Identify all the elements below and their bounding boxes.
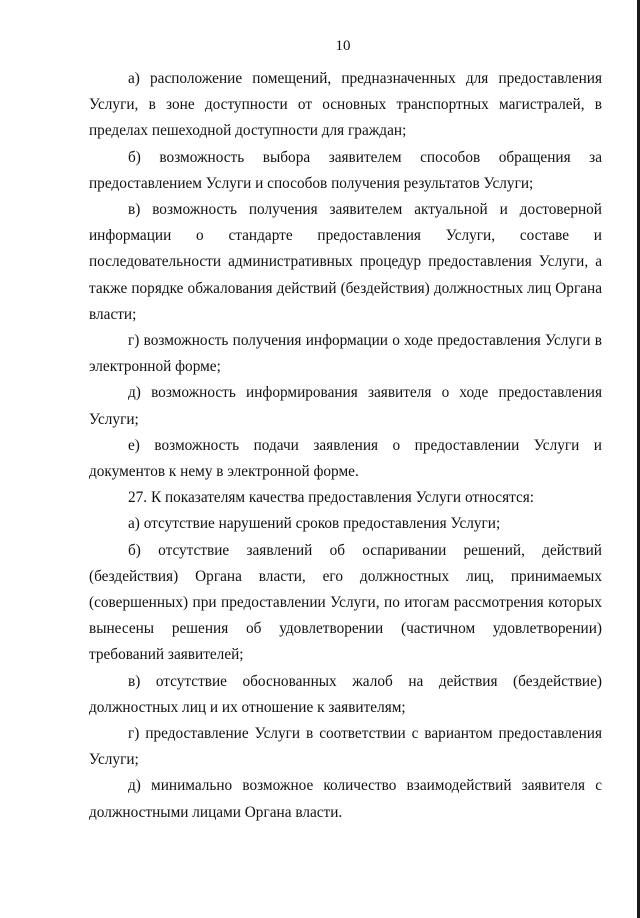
paragraph-b-no-disputes: б) отсутствие заявлений об оспаривании решений, действий (бездействия) Органа власти, его должностных лиц, принимаемых (совершенных) при предоставлении Услуги, по итогам рассмотрения которых вынесены решения об удовлетворении (частичном удовлетворении) требований заявителей; xyxy=(89,541,602,664)
page-number: 10 xyxy=(335,38,351,54)
paragraph-g-service-variant: г) предоставление Услуги в соответствии с вариантом предоставления Услуги; xyxy=(89,725,602,769)
paragraph-d-minimal-interactions: д) минимально возможное количество взаимодействий заявителя с должностными лицами Органа власти. xyxy=(89,777,602,821)
paragraph-e-electronic-application: е) возможность подачи заявления о предоставлении Услуги и документов к нему в электронной форме. xyxy=(89,436,602,481)
paragraph-b-choice-of-methods: б) возможность выбора заявителем способов обращения за предоставлением Услуги и способов получения результатов Услуги; xyxy=(89,148,602,192)
paragraph-g-progress-info-electronic: г) возможность получения информации о ходе предоставления Услуги в электронной форме; xyxy=(89,332,602,376)
paragraph-v-information-access: в) возможность получения заявителем актуальной и достоверной информации о стандарте предоставления Услуги, составе и последовательности административных процедур предоставления Услуги, а также порядке обжалования действий (бездействия) должностных лиц Органа власти; xyxy=(89,201,602,323)
paragraph-27-quality-indicators: 27. К показателям качества предоставления Услуги относятся: xyxy=(128,489,535,507)
paragraph-a-premises-location: а) расположение помещений, предназначенных для предоставления Услуги, в зоне доступности от основных транспортных магистралей, в пределах пешеходной доступности для граждан; xyxy=(89,70,602,140)
paragraph-a-no-deadline-violations: а) отсутствие нарушений сроков предоставления Услуги; xyxy=(128,515,501,533)
document-body xyxy=(89,66,602,826)
paragraph-d-applicant-notification: д) возможность информирования заявителя о ходе предоставления Услуги; xyxy=(89,384,602,428)
paragraph-v-no-complaints: в) отсутствие обоснованных жалоб на действия (бездействие) должностных лиц и их отношение к заявителям; xyxy=(89,672,602,716)
